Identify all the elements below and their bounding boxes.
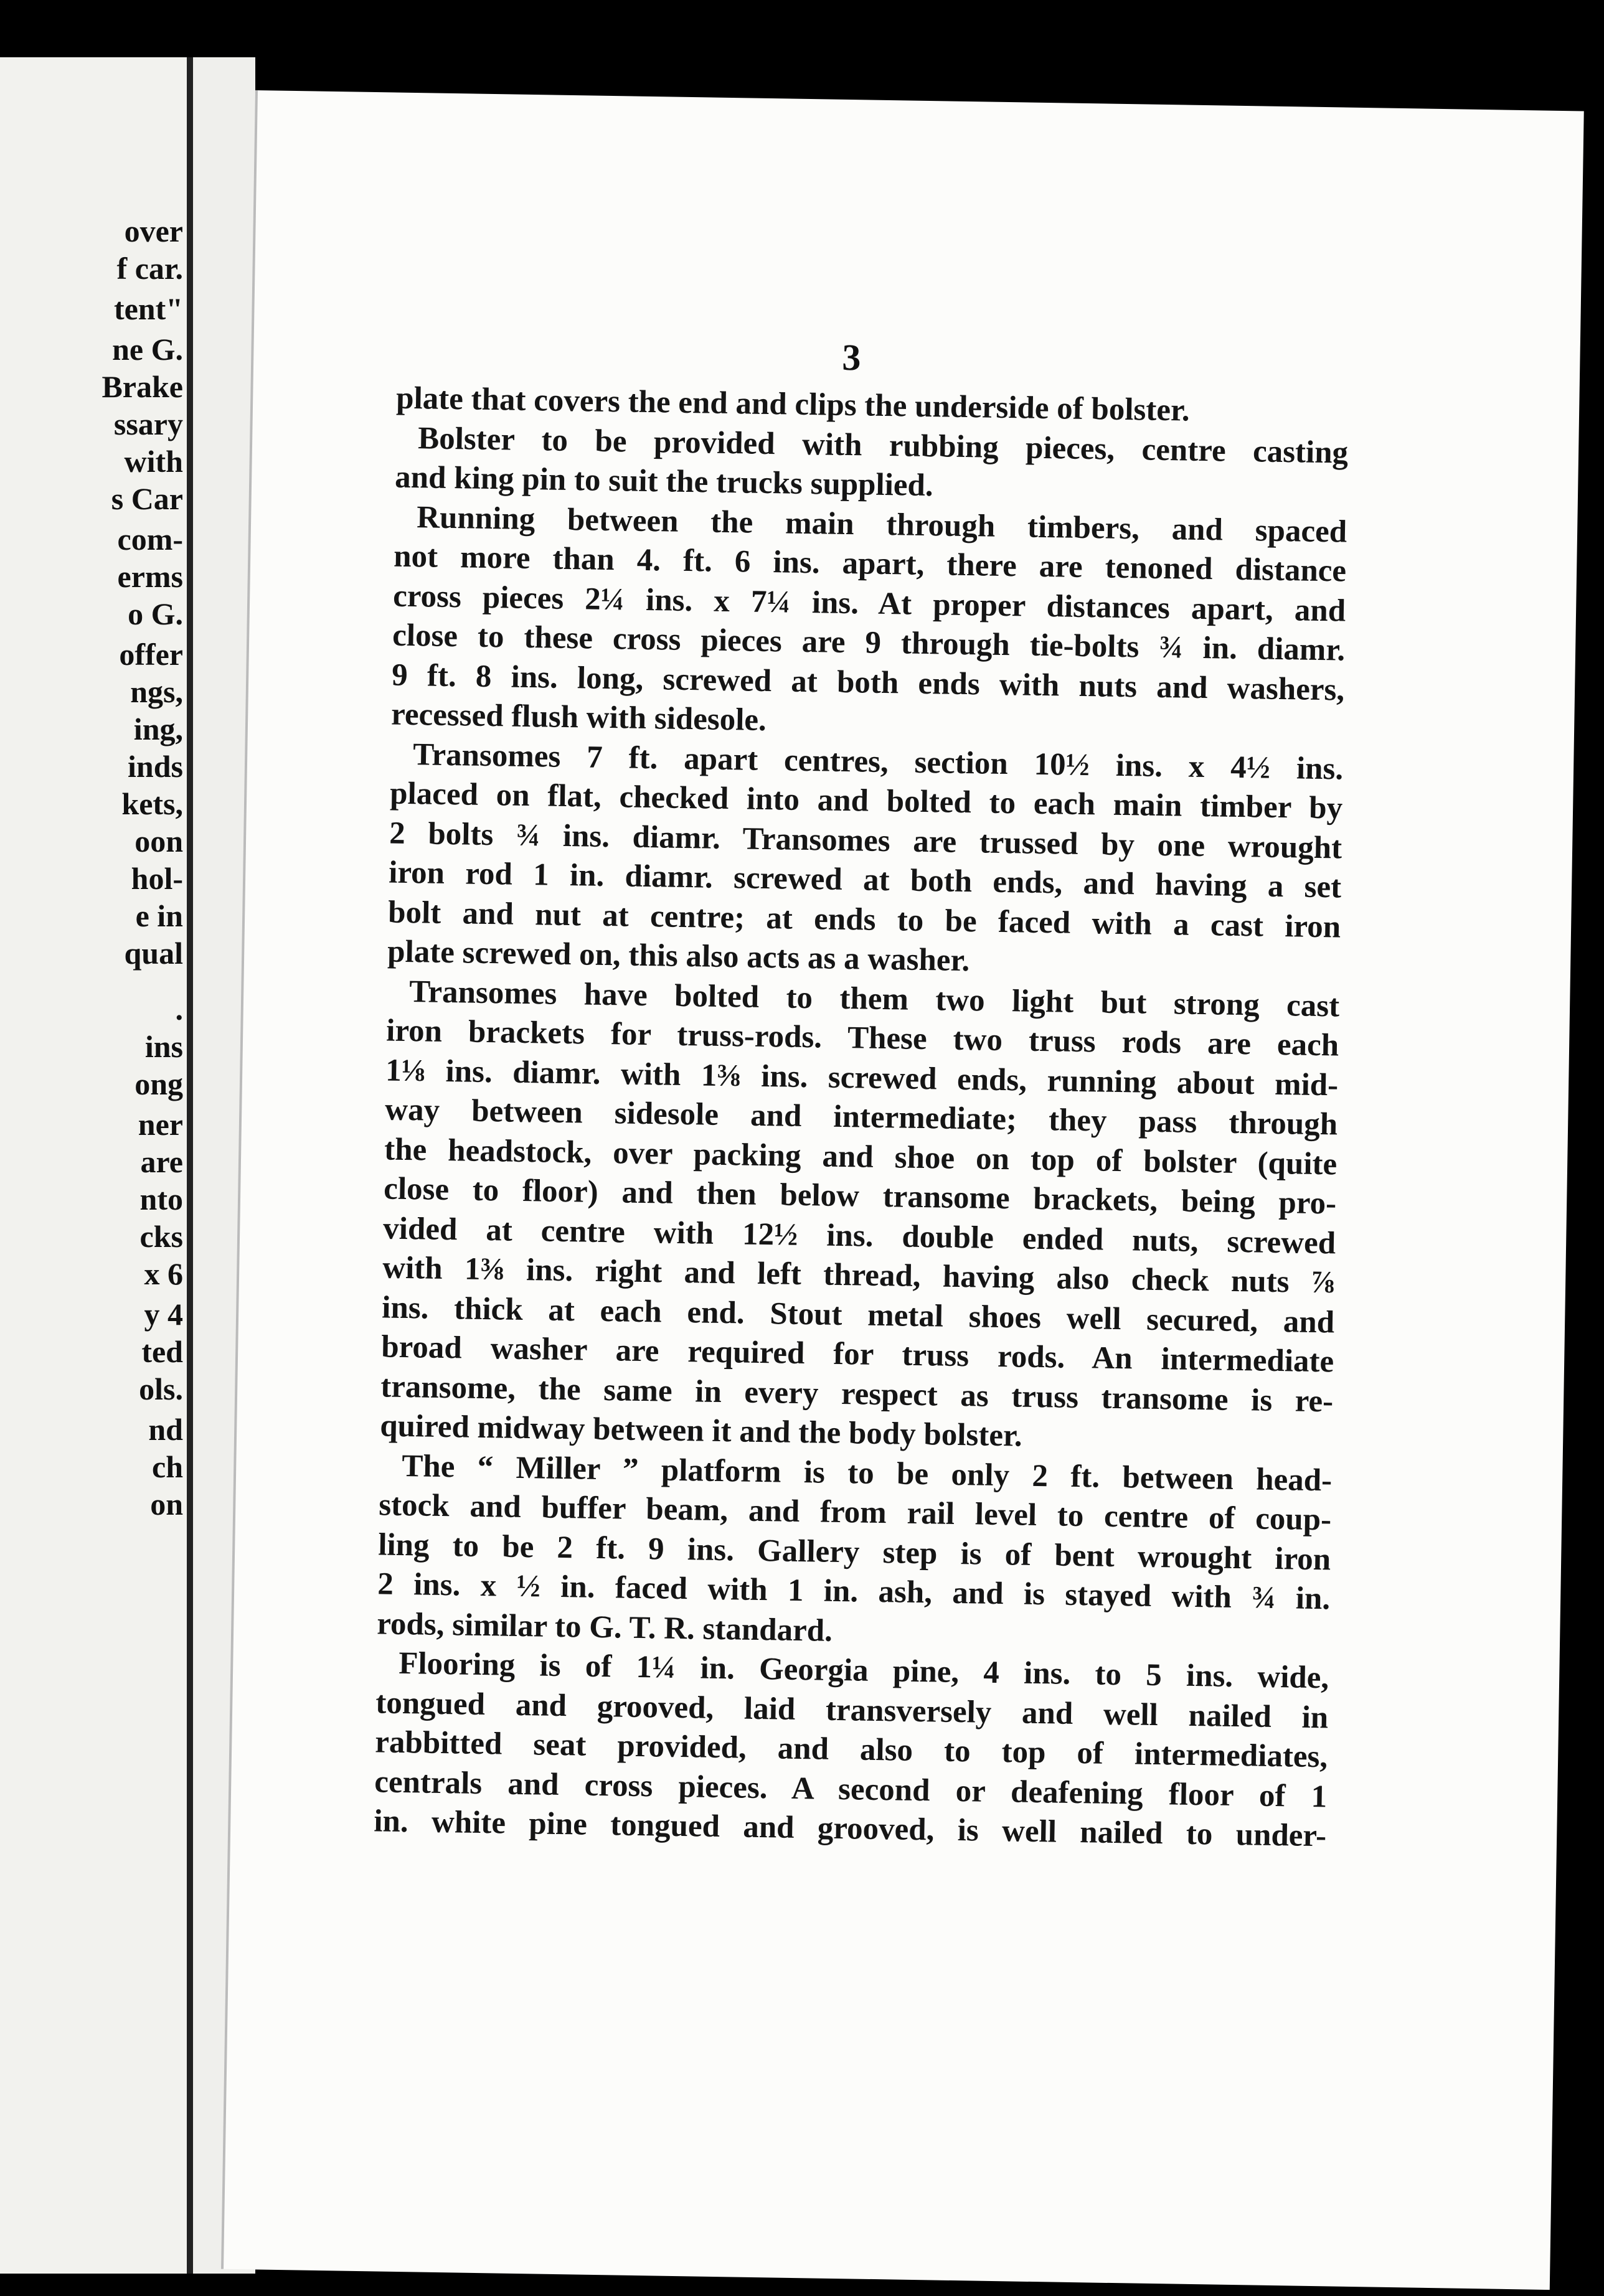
left-page-fragment: ne G. <box>112 332 183 367</box>
left-page-fragment: offer <box>119 637 183 672</box>
text-line: Transomes 7 ft. apart centres, section 10½ ins. x 4½ ins. <box>412 736 1344 787</box>
left-page-fragment: ch <box>152 1449 183 1484</box>
left-page-fragment: hol- <box>131 861 183 896</box>
body-text <box>374 379 1349 1856</box>
text-line: plate screwed on, this also acts as a washer. <box>387 934 970 979</box>
left-page-fragment: on <box>150 1487 183 1522</box>
left-page-fragment: ngs, <box>130 674 183 709</box>
text-line: way between sidesole and intermediate; they pass through <box>384 1092 1338 1142</box>
left-page-fragment: ins <box>144 1029 183 1064</box>
text-line: tongued and grooved, laid transversely and well nailed in <box>375 1685 1329 1735</box>
left-page-fragment: ols. <box>139 1371 183 1406</box>
document-page <box>221 90 1584 2290</box>
left-page-fragment: nd <box>148 1412 183 1447</box>
left-facing-page <box>0 57 187 2274</box>
page-number: 3 <box>841 336 861 379</box>
left-page-fragment: ner <box>138 1107 183 1142</box>
left-page-fragment: com- <box>117 522 183 557</box>
left-page-fragment: e in <box>135 898 183 933</box>
text-line: recessed flush with sidesole. <box>390 697 767 738</box>
text-line: and king pin to suit the trucks supplied. <box>394 459 934 504</box>
left-page-fragment: . <box>175 992 183 1027</box>
text-line: 2 bolts ¾ ins. diamr. Transomes are trussed by one wrought <box>389 816 1342 866</box>
left-page-fragment: ted <box>141 1334 183 1369</box>
left-page-fragment: tent" <box>113 291 183 326</box>
text-line: close to these cross pieces are 9 through tie-bolts ¾ in. diamr. <box>392 618 1346 668</box>
text-line: quired midway between it and the body bolster. <box>379 1408 1023 1454</box>
left-page-fragment: ssary <box>113 407 183 441</box>
text-line: transome, the same in every respect as truss transome is re- <box>380 1368 1334 1419</box>
left-page-fragment: erms <box>117 559 183 594</box>
text-line: bolt and nut at centre; at ends to be faced with a cast iron <box>387 895 1341 945</box>
left-page-fragment: are <box>140 1144 183 1179</box>
text-line: 2 ins. x ½ in. faced with 1 in. ash, and is stayed with ¾ in. <box>377 1566 1331 1617</box>
left-page-fragment: x 6 <box>144 1256 183 1291</box>
text-line: the headstock, over packing and shoe on top of bolster (quite <box>384 1131 1337 1182</box>
left-page-fragment: nto <box>139 1182 183 1216</box>
text-line: centrals and cross pieces. A second or deafening floor of 1 <box>374 1764 1328 1814</box>
text-line: rods, similar to G. T. R. standard. <box>376 1606 833 1649</box>
text-line: not more than 4. ft. 6 ins. apart, there are tenoned distance <box>393 539 1347 589</box>
text-line: placed on flat, checked into and bolted to each main timber by <box>389 776 1343 826</box>
left-page-fragment: inds <box>128 749 183 784</box>
left-page-fragment: qual <box>124 936 183 971</box>
left-page-fragment: cks <box>139 1219 183 1254</box>
book-gutter <box>187 57 193 2274</box>
text-line: plate that covers the end and clips the underside of bolster. <box>395 380 1191 428</box>
text-line: close to floor) and then below transome brackets, being pro- <box>383 1171 1337 1221</box>
text-line: cross pieces 2¼ ins. x 7¼ ins. At proper distances apart, and <box>392 578 1346 629</box>
text-line: ins. thick at each end. Stout metal shoes well secured, and <box>381 1289 1335 1340</box>
left-page-fragment: kets, <box>121 786 183 821</box>
text-line: Running between the main through timbers, and spaced <box>416 499 1347 550</box>
left-page-fragment: with <box>124 444 183 479</box>
left-page-fragment: Brake <box>101 369 183 404</box>
left-page-fragment: f car. <box>116 251 183 286</box>
left-page-fragment: y 4 <box>144 1297 183 1332</box>
text-line: 1⅛ ins. diamr. with 1⅜ ins. screwed ends, running about mid- <box>385 1052 1339 1103</box>
left-page-fragment: ong <box>134 1066 183 1101</box>
text-line: rabbitted seat provided, and also to top of intermediates, <box>374 1724 1328 1775</box>
text-line: Transomes have bolted to them two light but strong cast <box>408 974 1340 1024</box>
text-line: iron brackets for truss-rods. These two truss rods are each <box>385 1013 1339 1063</box>
text-line: Flooring is of 1¼ in. Georgia pine, 4 ins. to 5 ins. wide, <box>398 1645 1329 1696</box>
text-line: ling to be 2 ft. 9 ins. Gallery step is of bent wrought iron <box>377 1527 1331 1577</box>
text-line: vided at centre with 12½ ins. double ended nuts, screwed <box>382 1210 1336 1261</box>
text-line: The “ Miller ” platform is to be only 2 ft. between head- <box>401 1448 1333 1498</box>
text-line: Bolster to be provided with rubbing pieces, centre casting <box>417 420 1349 471</box>
left-page-fragment: oon <box>134 824 183 859</box>
text-line: in. white pine tongued and grooved, is well nailed to under- <box>373 1804 1327 1854</box>
text-line: broad washer are required for truss rods. An intermediate <box>380 1329 1334 1380</box>
text-line: stock and buffer beam, and from rail level to centre of coup- <box>378 1487 1332 1538</box>
left-page-fragment: o G. <box>128 596 183 631</box>
left-page-fragment: s Car <box>111 481 183 516</box>
text-line: with 1⅜ ins. right and left thread, having also check nuts ⅞ <box>382 1250 1336 1301</box>
left-page-fragment: over <box>124 214 183 248</box>
text-line: iron rod 1 in. diamr. screwed at both ends, and having a set <box>388 855 1342 905</box>
text-line: 9 ft. 8 ins. long, screwed at both ends with nuts and washers, <box>391 657 1345 708</box>
left-page-fragment: ing, <box>133 712 183 746</box>
